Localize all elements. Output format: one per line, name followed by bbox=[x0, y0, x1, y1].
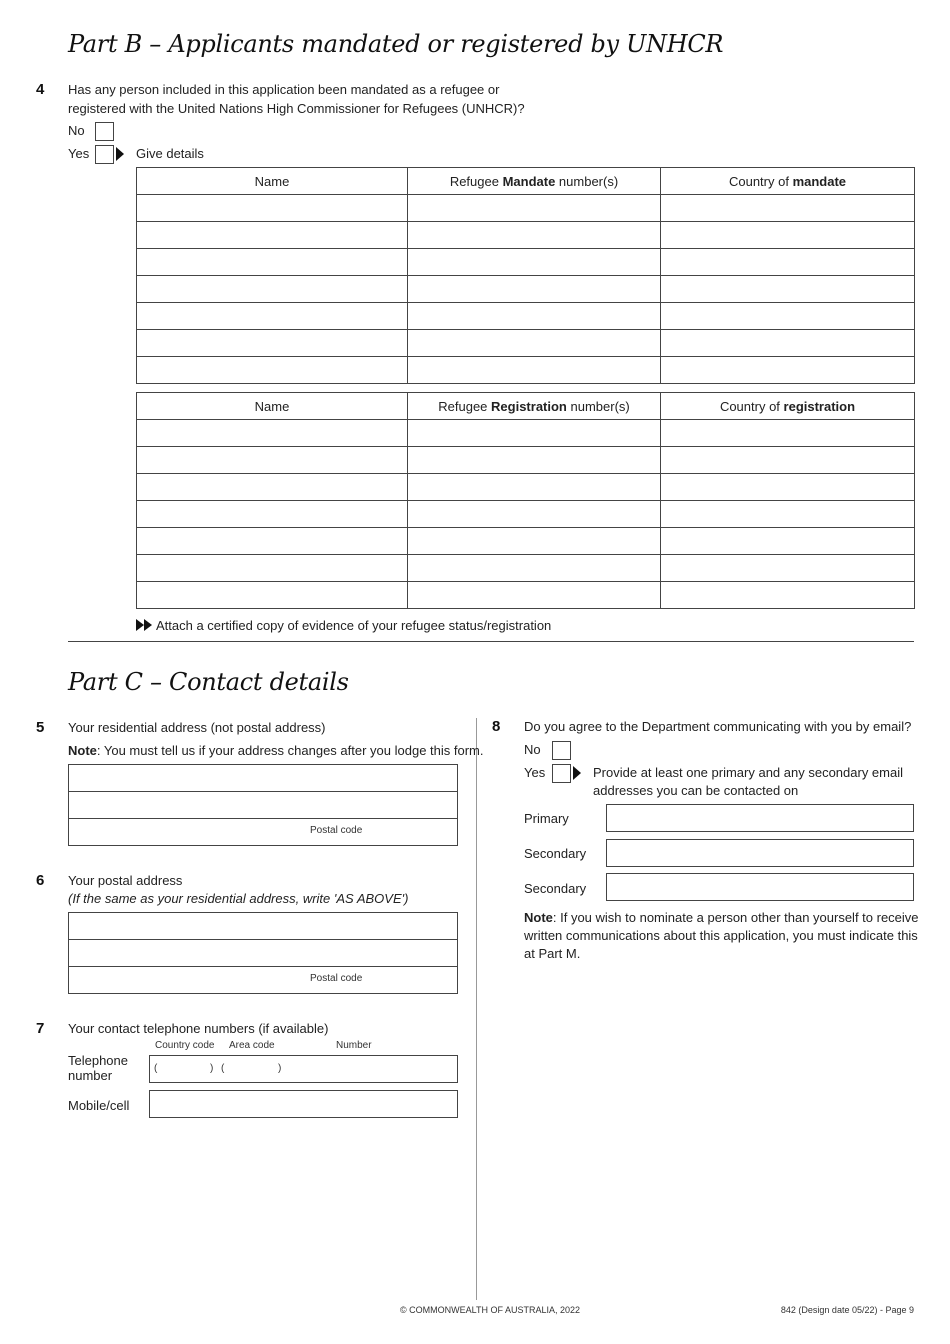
table-row bbox=[137, 474, 915, 501]
question-7-text: Your contact telephone numbers (if available) bbox=[68, 1021, 329, 1036]
postal-code-label: Postal code bbox=[310, 973, 363, 984]
table-row bbox=[137, 357, 915, 384]
country-cell[interactable] bbox=[661, 501, 915, 528]
registration-col-name: Name bbox=[137, 393, 408, 420]
table-row bbox=[137, 276, 915, 303]
country-cell[interactable] bbox=[661, 222, 915, 249]
country-cell[interactable] bbox=[661, 249, 915, 276]
name-cell[interactable] bbox=[137, 195, 408, 222]
part-b-title: Part B – Applicants mandated or registered by UNHCR bbox=[68, 30, 724, 58]
table-row bbox=[137, 195, 915, 222]
number-cell[interactable] bbox=[408, 357, 661, 384]
mandate-table-header bbox=[137, 168, 915, 195]
number-cell[interactable] bbox=[408, 447, 661, 474]
name-cell[interactable] bbox=[137, 501, 408, 528]
country-cell[interactable] bbox=[661, 474, 915, 501]
name-cell[interactable] bbox=[137, 330, 408, 357]
name-cell[interactable] bbox=[137, 420, 408, 447]
country-cell[interactable] bbox=[661, 582, 915, 609]
question-5-text: Your residential address (not postal address) bbox=[68, 720, 326, 735]
question-4-number: 4 bbox=[36, 81, 45, 98]
postal-code-label: Postal code bbox=[310, 825, 363, 836]
mandate-col-country: Country of mandate bbox=[661, 168, 915, 195]
table-row bbox=[137, 528, 915, 555]
table-row bbox=[137, 582, 915, 609]
number-cell[interactable] bbox=[408, 582, 661, 609]
secondary-email-field-1[interactable] bbox=[606, 839, 914, 867]
primary-email-label: Primary bbox=[524, 811, 569, 826]
question-5-note: Note: You must tell us if your address changes after you lodge this form. bbox=[68, 743, 484, 758]
arrow-right-icon bbox=[116, 147, 124, 161]
question-4-text-line1: Has any person included in this application been mandated as a refugee or bbox=[68, 82, 500, 97]
country-cell[interactable] bbox=[661, 303, 915, 330]
country-cell[interactable] bbox=[661, 420, 915, 447]
country-cell[interactable] bbox=[661, 555, 915, 582]
q8-no-checkbox[interactable] bbox=[552, 741, 571, 760]
name-cell[interactable] bbox=[137, 555, 408, 582]
q4-no-checkbox[interactable] bbox=[95, 122, 114, 141]
q4-yes-checkbox[interactable] bbox=[95, 145, 114, 164]
secondary-email-field-2[interactable] bbox=[606, 873, 914, 901]
mobile-field[interactable] bbox=[149, 1090, 458, 1118]
q8-note: Note: If you wish to nominate a person other than yourself to receive written communications about this application, you must indicate this at Part M. bbox=[524, 910, 919, 961]
name-cell[interactable] bbox=[137, 447, 408, 474]
secondary-email-label-1: Secondary bbox=[524, 846, 587, 861]
q8-instruction: Provide at least one primary and any secondary email addresses you can be contacted on bbox=[593, 765, 903, 798]
q8-yes-label: Yes bbox=[524, 765, 546, 780]
table-row bbox=[137, 222, 915, 249]
country-cell[interactable] bbox=[661, 528, 915, 555]
country-cell[interactable] bbox=[661, 357, 915, 384]
name-cell[interactable] bbox=[137, 474, 408, 501]
postal-address-field[interactable] bbox=[68, 912, 458, 994]
mandate-table bbox=[136, 167, 915, 384]
table-row bbox=[137, 249, 915, 276]
name-cell[interactable] bbox=[137, 249, 408, 276]
table-row bbox=[137, 303, 915, 330]
mandate-col-number: Refugee Mandate number(s) bbox=[408, 168, 661, 195]
area-code-label: Area code bbox=[229, 1040, 275, 1051]
number-cell[interactable] bbox=[408, 222, 661, 249]
country-cell[interactable] bbox=[661, 195, 915, 222]
table-row bbox=[137, 447, 915, 474]
number-cell[interactable] bbox=[408, 528, 661, 555]
table-row bbox=[137, 501, 915, 528]
number-cell[interactable] bbox=[408, 474, 661, 501]
number-cell[interactable] bbox=[408, 249, 661, 276]
q4-no-label: No bbox=[68, 123, 85, 138]
double-arrow-icon bbox=[136, 618, 156, 632]
country-cell[interactable] bbox=[661, 330, 915, 357]
registration-table-header bbox=[137, 393, 915, 420]
name-cell[interactable] bbox=[137, 222, 408, 249]
section-divider bbox=[68, 641, 914, 642]
table-row bbox=[137, 420, 915, 447]
part-c-title: Part C – Contact details bbox=[68, 668, 349, 696]
secondary-email-label-2: Secondary bbox=[524, 881, 587, 896]
country-cell[interactable] bbox=[661, 276, 915, 303]
number-label: Number bbox=[336, 1040, 372, 1051]
column-divider bbox=[476, 718, 477, 1300]
mobile-label: Mobile/cell bbox=[68, 1098, 130, 1113]
q4-give-details-label: Give details bbox=[136, 146, 204, 161]
mandate-col-name: Name bbox=[137, 168, 408, 195]
registration-col-number: Refugee Registration number(s) bbox=[408, 393, 661, 420]
question-5-number: 5 bbox=[36, 719, 45, 736]
telephone-label: Telephone number bbox=[68, 1053, 128, 1083]
question-6-hint: (If the same as your residential address, write 'AS ABOVE') bbox=[68, 891, 409, 906]
number-cell[interactable] bbox=[408, 195, 661, 222]
number-cell[interactable] bbox=[408, 555, 661, 582]
question-6-text: Your postal address bbox=[68, 873, 183, 888]
name-cell[interactable] bbox=[137, 303, 408, 330]
question-8-number: 8 bbox=[492, 718, 501, 735]
name-cell[interactable] bbox=[137, 276, 408, 303]
number-cell[interactable] bbox=[408, 330, 661, 357]
number-cell[interactable] bbox=[408, 420, 661, 447]
question-8-text: Do you agree to the Department communicating with you by email? bbox=[524, 719, 912, 734]
q8-yes-checkbox[interactable] bbox=[552, 764, 571, 783]
registration-table bbox=[136, 392, 915, 609]
footer-page-info: 842 (Design date 05/22) - Page 9 bbox=[780, 1305, 914, 1315]
table-row bbox=[137, 555, 915, 582]
footer-copyright: © COMMONWEALTH OF AUSTRALIA, 2022 bbox=[400, 1305, 580, 1315]
residential-address-field[interactable] bbox=[68, 764, 458, 846]
table-row bbox=[137, 330, 915, 357]
attach-note: Attach a certified copy of evidence of your refugee status/registration bbox=[156, 618, 552, 633]
arrow-right-icon bbox=[573, 766, 581, 780]
number-cell[interactable] bbox=[408, 276, 661, 303]
q4-yes-label: Yes bbox=[68, 146, 90, 161]
q8-no-label: No bbox=[524, 742, 541, 757]
registration-col-country: Country of registration bbox=[661, 393, 915, 420]
primary-email-field[interactable] bbox=[606, 804, 914, 832]
country-code-label: Country code bbox=[155, 1040, 215, 1051]
name-cell[interactable] bbox=[137, 357, 408, 384]
country-cell[interactable] bbox=[661, 447, 915, 474]
number-cell[interactable] bbox=[408, 501, 661, 528]
name-cell[interactable] bbox=[137, 528, 408, 555]
question-6-number: 6 bbox=[36, 872, 45, 889]
question-4-text-line2: registered with the United Nations High Commissioner for Refugees (UNHCR)? bbox=[68, 101, 525, 116]
question-7-number: 7 bbox=[36, 1020, 45, 1037]
telephone-field[interactable]: ( ) ( ) bbox=[149, 1055, 458, 1083]
number-cell[interactable] bbox=[408, 303, 661, 330]
name-cell[interactable] bbox=[137, 582, 408, 609]
